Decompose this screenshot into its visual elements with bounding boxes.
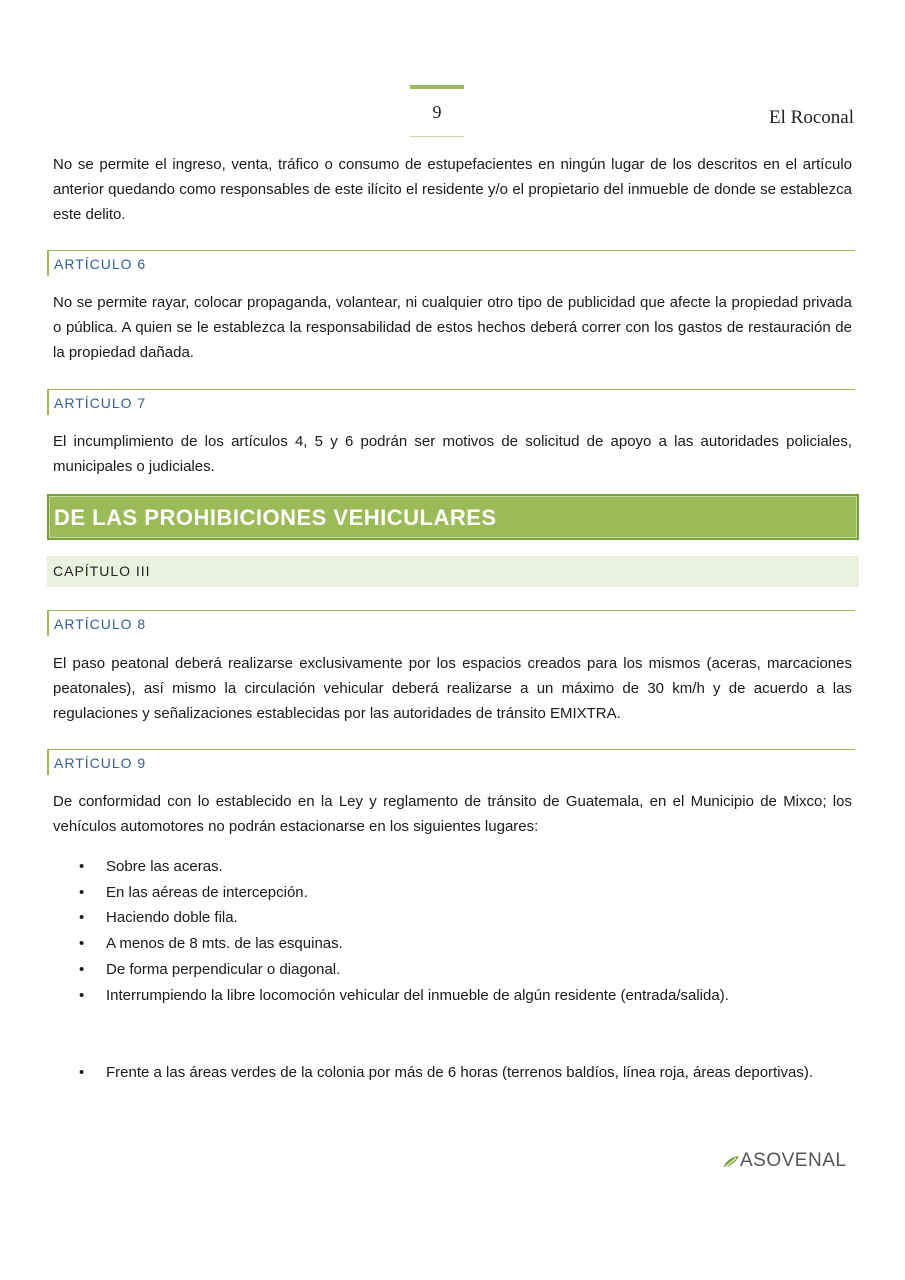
document-title: El Roconal — [769, 107, 854, 128]
article-6-paragraph: No se permite rayar, colocar propaganda, volantear, ni cualquier otro tipo de publicidad que afecte la propiedad privada o pública. A quien se le establezca la responsabilidad de estos hechos deberá correr con los gastos de restauración de la propiedad dañada. — [53, 294, 852, 361]
page-number-bottom-bar — [410, 136, 464, 137]
chapter-title: CAPÍTULO III — [53, 563, 151, 579]
chapter-bar — [47, 556, 859, 587]
leaf-icon — [722, 1154, 740, 1170]
article-9-paragraph: De conformidad con lo establecido en la Ley y reglamento de tránsito de Guatemala, en el Municipio de Mixco; los vehículos automotores no podrán estacionarse en los siguientes lugares: — [53, 793, 852, 835]
list-item: • Haciendo doble fila. — [53, 905, 852, 931]
list-item: • Interrumpiendo la libre locomoción vehicular del inmueble de algún residente (entrada/salida). — [53, 983, 852, 1009]
parking-restrictions-list-continued — [53, 1060, 852, 1086]
logo-text: ASOVENAL — [740, 1150, 847, 1171]
article-6-heading — [47, 250, 855, 276]
article-7-heading — [47, 389, 855, 415]
list-item: • En las aéreas de intercepción. — [53, 880, 852, 906]
asovenal-logo — [722, 1150, 854, 1174]
intro-paragraph: No se permite el ingreso, venta, tráfico o consumo de estupefacientes en ningún lugar de los descritos en el artículo anterior quedando como responsables de este ilícito el residente y/o el propietario del inmueble de donde se establezca este delito. — [53, 156, 852, 223]
article-9-heading-text: ARTÍCULO 9 — [54, 755, 147, 771]
article-8-paragraph: El paso peatonal deberá realizarse exclusivamente por los espacios creados para los mismos (aceras, marcaciones peatonales), así mismo la circulación vehicular deberá realizarse a un máximo de 30 km/h y de acuerdo a las regulaciones y señalizaciones establecidas por las autoridades de tránsito EMIXTRA. — [53, 655, 852, 722]
article-7-heading-text: ARTÍCULO 7 — [54, 395, 147, 411]
article-7-paragraph: El incumplimiento de los artículos 4, 5 y 6 podrán ser motivos de solicitud de apoyo a las autoridades policiales, municipales o judiciales. — [53, 433, 852, 475]
page-number: 9 — [432, 102, 442, 122]
list-item: • Frente a las áreas verdes de la colonia por más de 6 horas (terrenos baldíos, línea roja, áreas deportivas). — [53, 1060, 852, 1086]
parking-restrictions-list — [53, 854, 852, 1008]
list-item: • De forma perpendicular o diagonal. — [53, 957, 852, 983]
page-number-top-bar — [410, 85, 464, 89]
article-6-heading-text: ARTÍCULO 6 — [54, 256, 147, 272]
article-8-heading — [47, 610, 855, 636]
section-banner — [47, 494, 859, 540]
list-item: • Sobre las aceras. — [53, 854, 852, 880]
article-9-heading — [47, 749, 855, 775]
list-item: • A menos de 8 mts. de las esquinas. — [53, 931, 852, 957]
article-8-heading-text: ARTÍCULO 8 — [54, 616, 147, 632]
section-title: DE LAS PROHIBICIONES VEHICULARES — [54, 505, 497, 530]
